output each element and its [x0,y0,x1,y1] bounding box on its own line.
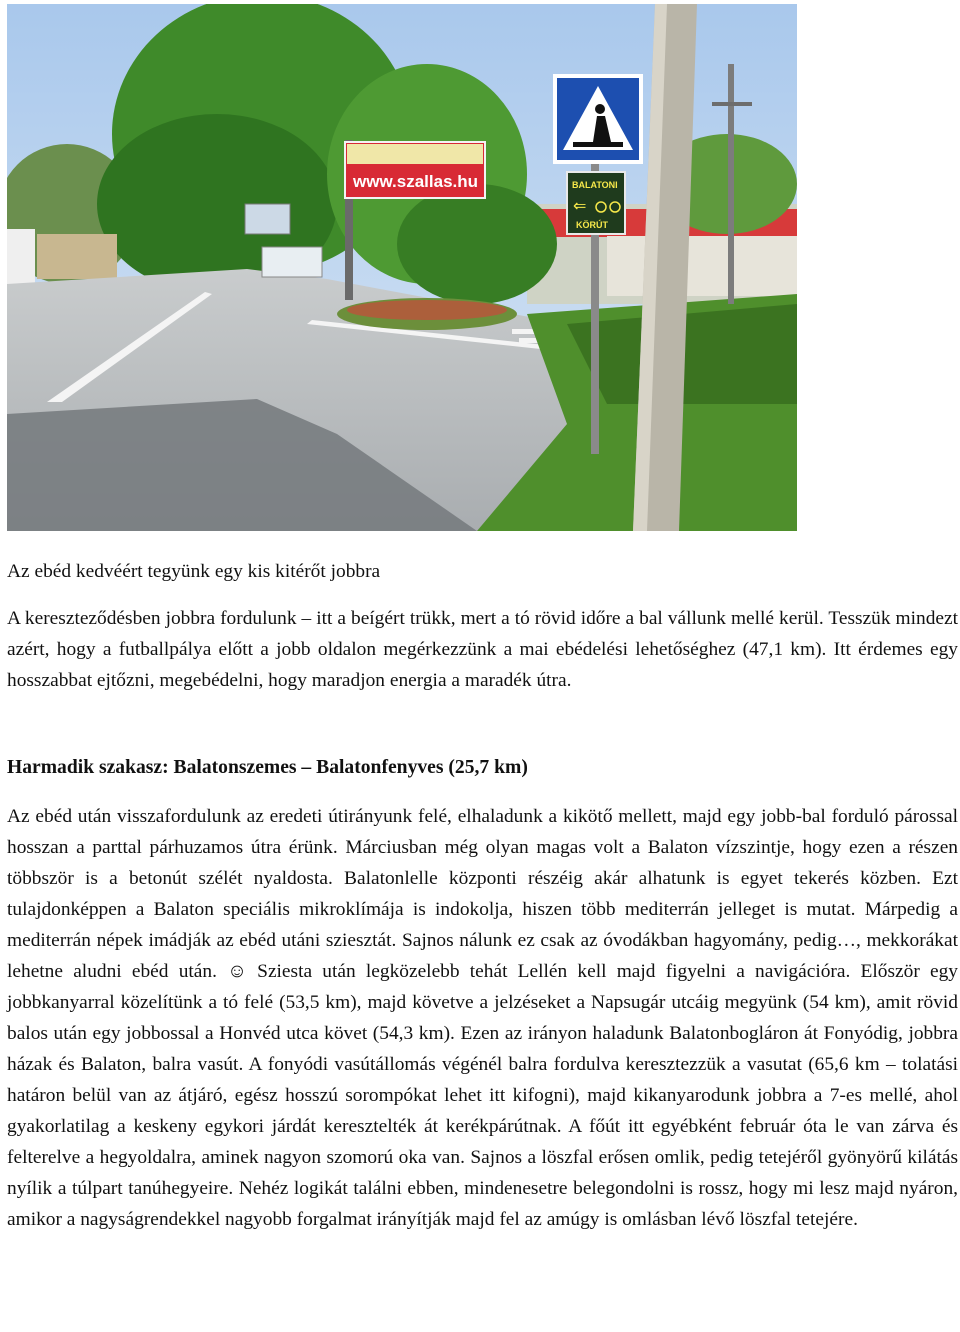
small-info-board [245,204,290,234]
billboard-top-strip [347,144,483,164]
left-white-sign [7,229,35,284]
billboard-text: www.szallas.hu [353,172,479,191]
paragraph-intro: A kereszteződésben jobbra fordulunk – itt a beígért trükk, mert a tó rövid időre a bal vállunk mellé kerül. Tesszük mindezt azért, hogy a futballpálya előtt a jobb oldalon megérkezzünk a mai ebédelési lehetőséghez (47,1 km). Itt érdemes egy hosszabbat ejtőzni, megebédelni, hogy maradjon energia a maradék útra. [7,608,958,691]
pedestrian-zebra [573,142,623,147]
paragraph-section-three: Az ebéd után visszafordulunk az eredeti útirányunk felé, elhaladunk a kikötő mellett, majd egy jobb-bal forduló párossal hosszan a parttal párhuzamos útra érünk. Márciusban még olyan magas volt a Balaton vízszintje, hogy ezen a részen többször is a betonút szélét nyaldosta. Balatonlelle központi részéig akár alhatunk is egyet tekerés közben. Ezt tulajdonképpen a Balaton speciális mikroklímája is indokolja, hiszen több mediterrán jelleget is mutat. Márpedig a mediterrán népek imádják az ebéd utáni sziesztát. Sajnos nálunk ez csak az óvodákban hagyomány, pedig…, mekkorákat lehetne aludni ebéd után. ☺ Sziesta után legközelebb tehát Lellén kell majd figyelni a navigációra. Először egy jobbkanyarral közelítünk a tó felé (53,5 km), majd követve a jelzéseket a Napsugár utcáig megyünk (54 km), amit rövid balos után egy jobbossal a Honvéd utca követ (54,3 km). Ezen az irányon haladunk Balatonbogláron át Fonyódig, jobbra házak és Balaton, balra vasút. A fonyódi vasútállomás végénél balra fordulva keresztezzük a vasutat (65,6 km – tolatási határon belül van az átjáró, egész hosszú sorompókat lehet itt kifogni), majd kikanyarodunk jobbra a 7-es mellé, ahol gyakorlatilag a keskeny egykori járdát keresztelték át kerékpárútnak. A főút itt egyébként február óta le van zárva és felterelve a hegyoldalra, aminek nagyon szomorú oka van. Sajnos a löszfal erősen omlik, pedig tetejéről gyönyörű kilátás nyílik a túlpart tanúhegyeire. Nehéz logikát találni ebben, mindenesetre belegondolni is rossz, hogy mi lesz majd nyáron, amikor a nagyságrendekkel nagyobb forgalmat irányítják majd fel az amúgy is omlásban lévő löszfal tetejére. [7,806,958,1230]
left-building [37,234,117,279]
bike-arrow-icon: ⇐ [573,196,587,215]
tree-center-low [397,184,557,304]
bike-sign-top-text: BALATONI [572,180,618,190]
pedestrian-figure-head [595,104,605,114]
photo-caption: Az ebéd kedvéért tegyünk egy kis kitérőt jobbra [7,561,381,582]
power-pole-crossbar [712,102,752,106]
road-crossing-photo [7,4,797,531]
photo-scene [7,4,797,531]
flower-bed [347,300,507,320]
bike-sign-bottom-text: KÖRÚT [576,220,608,230]
power-pole [728,64,734,304]
white-building [607,236,797,296]
info-board [262,247,322,277]
section-heading: Harmadik szakasz: Balatonszemes – Balatonfenyves (25,7 km) [7,757,528,778]
